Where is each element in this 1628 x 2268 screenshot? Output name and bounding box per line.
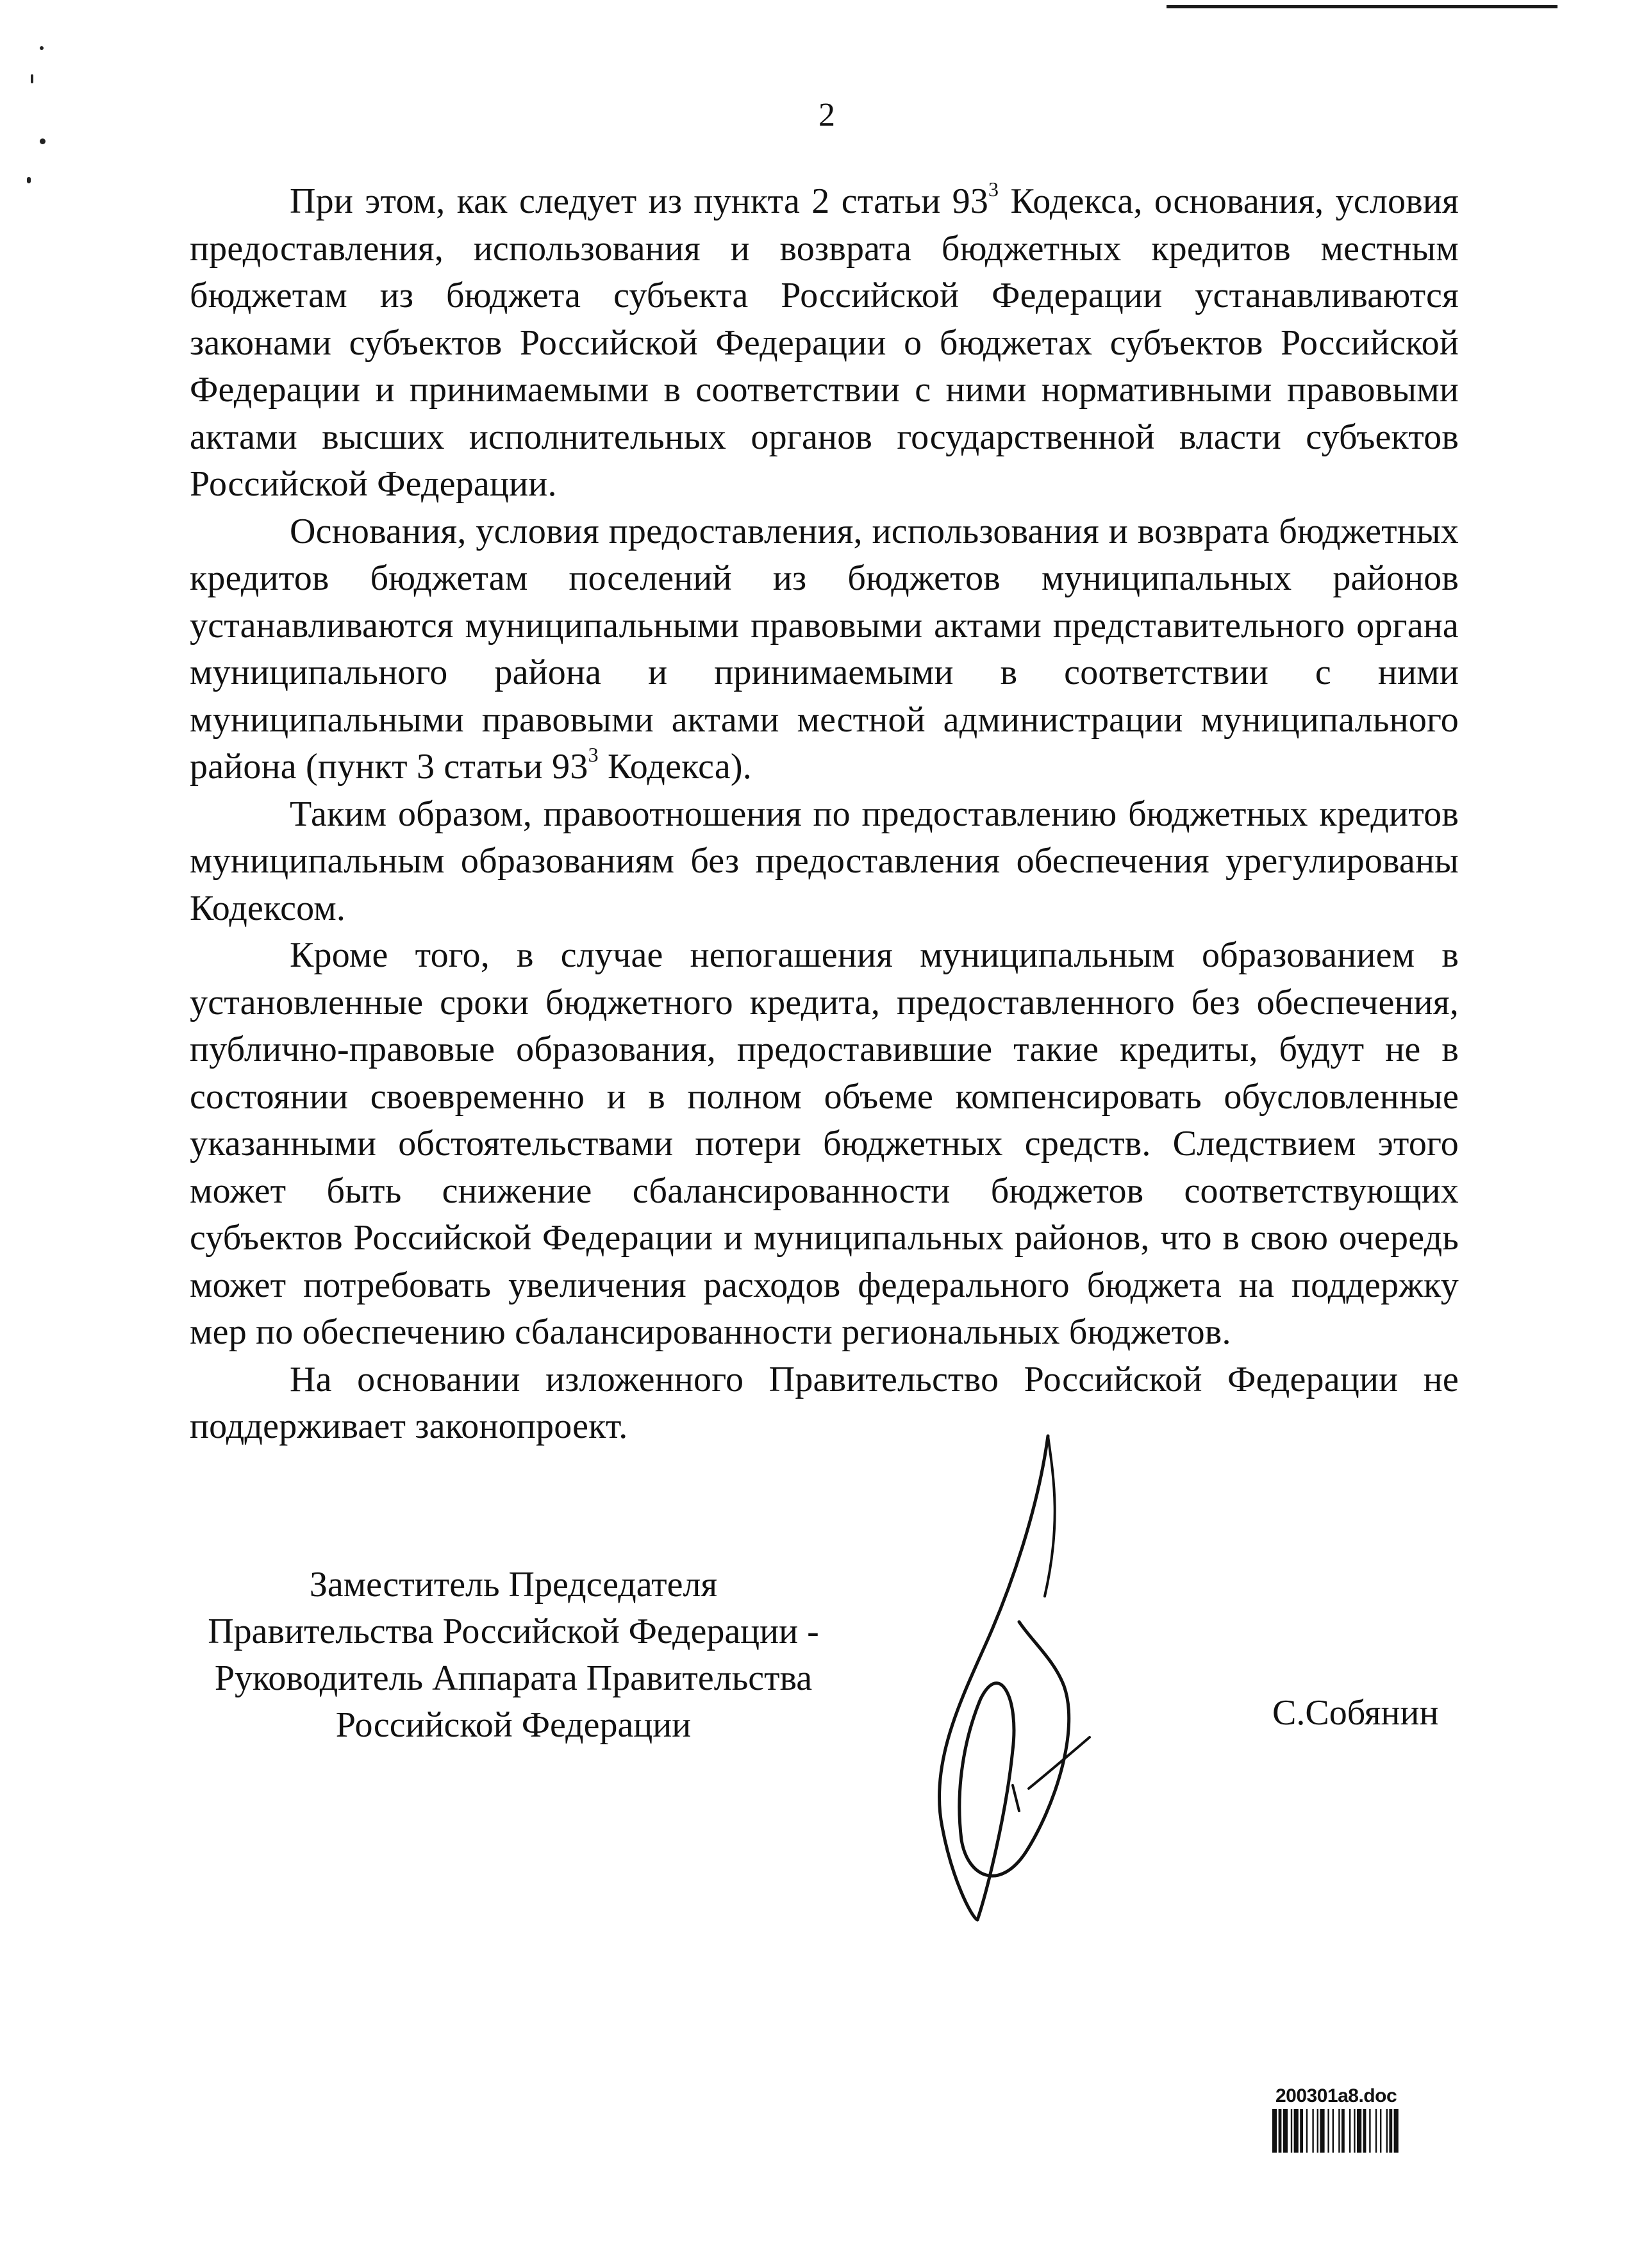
barcode-bar (1363, 2109, 1366, 2153)
signatory-title-line: Руководитель Аппарата Правительства (214, 1658, 813, 1698)
signatory-title-block (190, 1562, 837, 1749)
handwritten-signature (917, 1430, 1128, 1930)
paragraph-1 (190, 178, 1459, 508)
top-edge-rule (1167, 5, 1557, 8)
barcode (1272, 2109, 1429, 2153)
barcode-bar (1338, 2109, 1340, 2153)
article-superscript: 3 (588, 743, 599, 767)
page-number: 2 (818, 97, 835, 133)
barcode-bar (1357, 2109, 1361, 2153)
document-file-id: 200301a8.doc (1275, 2085, 1397, 2106)
paragraph-3: Таким образом, правоотношения по предоставлению бюджетных кредитов муниципальным образованиям без предоставления обеспечения урегулированы Кодексом. (190, 794, 1459, 928)
paragraph-2 (190, 508, 1459, 791)
barcode-bar (1386, 2109, 1388, 2153)
paragraph-5: На основании изложенного Правительство Российской Федерации не поддерживает законопроект. (190, 1359, 1459, 1446)
margin-speck (31, 74, 33, 83)
barcode-bar (1341, 2109, 1345, 2153)
margin-speck (27, 177, 31, 183)
barcode-bar (1354, 2109, 1355, 2153)
barcode-bar (1333, 2109, 1334, 2153)
signatory-title-line: Заместитель Председателя (309, 1565, 718, 1605)
paragraph-1-end: Кодекса, основания, условия предоставления, использования и возврата бюджетных кредитов местным бюджетам из бюджета субъекта Российской Федерации устанавливаются законами субъектов Российской Федерации о бюджетах субъектов Российской Федерации и принимаемыми в соответствии с ними нормативными правовыми актами высших исполнительных органов государственной власти субъектов Российской Федерации. (190, 181, 1459, 504)
paragraph-2-start: Основания, условия предоставления, использования и возврата бюджетных кредитов бюджетам поселений из бюджетов муниципальных районов устанавливаются муниципальными правовыми актами представительного органа муниципального района и принимаемыми в соответствии с ними муниципальными правовыми актами местной администрации муниципального района (пункт 3 статьи 93 (190, 511, 1459, 787)
barcode-bar (1283, 2109, 1288, 2153)
paragraph-4: Кроме того, в случае непогашения муниципальным образованием в установленные сроки бюджетного кредита, предоставленного без обеспечения, публично-правовые образования, предоставившие такие кредиты, будут не в состоянии своевременно и в полном объеме компенсировать обусловленные указанными обстоятельствами потери бюджетных средств. Следствием этого может быть снижение сбалансированности бюджетов соответствующих субъектов Российской Федерации и муниципальных районов, что в свою очередь может потребовать увеличения расходов федерального бюджета на поддержку мер по обеспечению сбалансированности региональных бюджетов. (190, 935, 1459, 1352)
barcode-bar (1380, 2109, 1381, 2153)
barcode-bar (1279, 2109, 1282, 2153)
article-superscript: 3 (988, 178, 999, 201)
barcode-bar (1389, 2109, 1392, 2153)
barcode-bar (1312, 2109, 1313, 2153)
margin-speck (40, 138, 46, 144)
barcode-bar (1320, 2109, 1324, 2153)
margin-speck (40, 46, 44, 50)
paragraph-2-end: Кодекса). (598, 747, 752, 787)
signatory-title-line: Правительства Российской Федерации - (208, 1612, 819, 1651)
barcode-bar (1291, 2109, 1292, 2153)
signatory-title-line: Российской Федерации (335, 1705, 692, 1745)
signatory-name: С.Собянин (1272, 1693, 1439, 1733)
barcode-bar (1375, 2109, 1377, 2153)
barcode-bar (1327, 2109, 1329, 2153)
letter-body (190, 178, 1459, 1451)
barcode-bar (1317, 2109, 1318, 2153)
barcode-bar (1349, 2109, 1350, 2153)
paragraph-1-start: При этом, как следует из пункта 2 статьи 93 (290, 181, 989, 221)
barcode-bar (1272, 2109, 1277, 2153)
barcode-bar (1394, 2109, 1399, 2153)
barcode-bar (1300, 2109, 1303, 2153)
barcode-bar (1294, 2109, 1299, 2153)
barcode-bar (1369, 2109, 1370, 2153)
barcode-bar (1306, 2109, 1308, 2153)
